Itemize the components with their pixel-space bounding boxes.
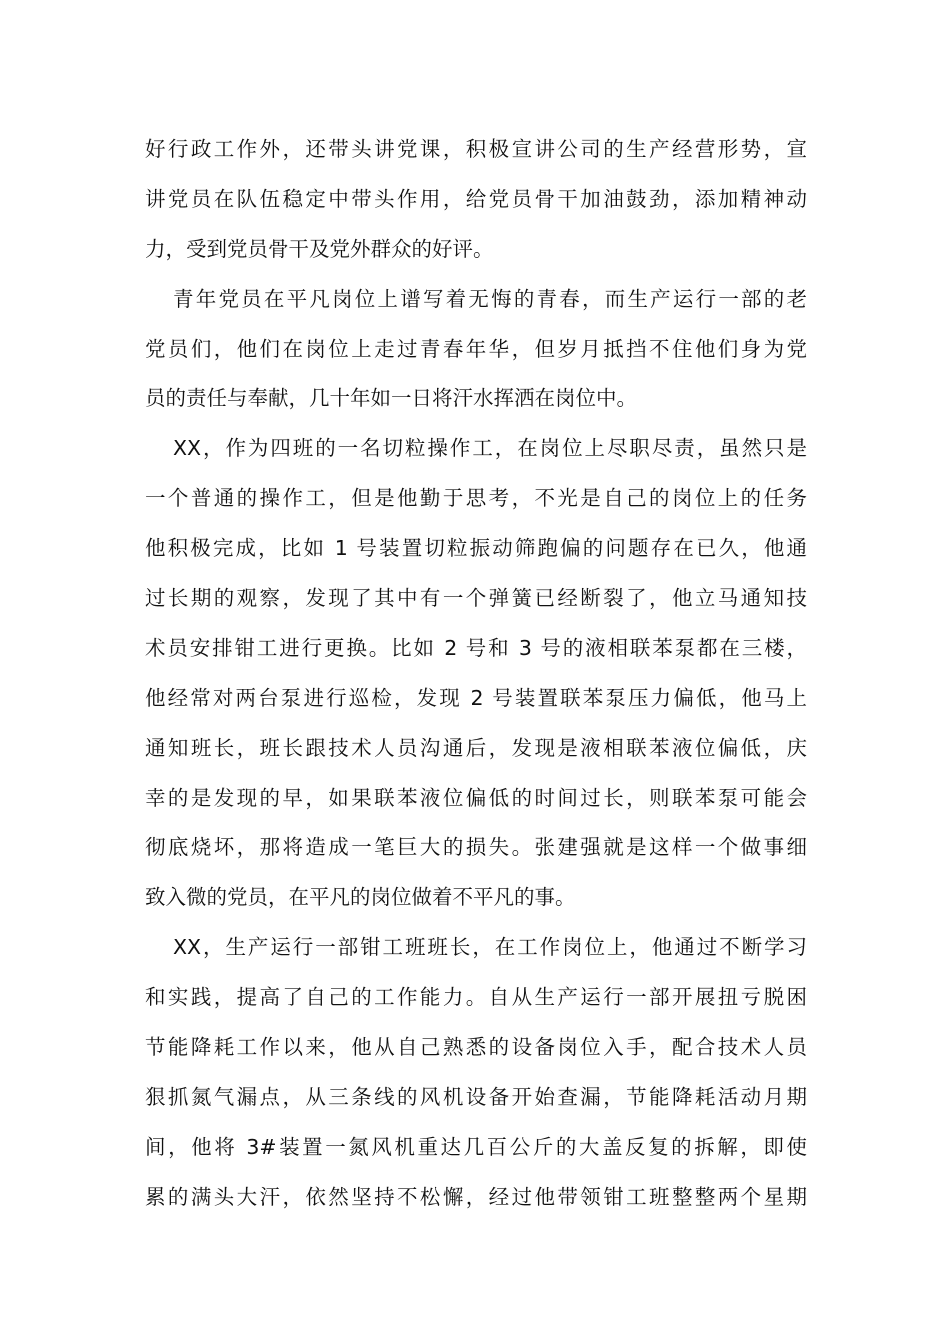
text-line: 过长期的观察，发现了其中有一个弹簧已经断裂了，他立马通知技 (145, 586, 807, 611)
text-line: 狠抓氮气漏点，从三条线的风机设备开始查漏，节能降耗活动月期 (145, 1084, 807, 1109)
text-line: XX，作为四班的一名切粒操作工，在岗位上尽职尽责，虽然只是 (173, 436, 807, 461)
document-body (145, 125, 807, 1223)
text-line: 幸的是发现的早，如果联苯液位偏低的时间过长，则联苯泵可能会 (145, 785, 807, 810)
paragraph-1 (145, 125, 807, 275)
text-line: 党员们，他们在岗位上走过青春年华，但岁月抵挡不住他们身为党 (145, 336, 807, 361)
text-line: 他经常对两台泵进行巡检，发现 2 号装置联苯泵压力偏低，他马上 (145, 685, 807, 710)
text-line: 彻底烧坏，那将造成一笔巨大的损失。张建强就是这样一个做事细 (145, 835, 807, 860)
text-line: 节能降耗工作以来，他从自己熟悉的设备岗位入手，配合技术人员 (145, 1035, 807, 1060)
text-line: 致入微的党员，在平凡的岗位做着不平凡的事。 (145, 885, 576, 910)
paragraph-4 (145, 923, 807, 1222)
text-line: 和实践，提高了自己的工作能力。自从生产运行一部开展扭亏脱困 (145, 985, 807, 1010)
text-line: 通知班长，班长跟技术人员沟通后，发现是液相联苯液位偏低，庆 (145, 735, 807, 760)
text-line: 好行政工作外，还带头讲党课，积极宣讲公司的生产经营形势，宣 (145, 137, 807, 161)
text-line: 术员安排钳工进行更换。比如 2 号和 3 号的液相联苯泵都在三楼， (145, 635, 807, 660)
text-line: XX，生产运行一部钳工班班长，在工作岗位上，他通过不断学习 (173, 935, 807, 960)
paragraph-3 (145, 424, 807, 923)
text-line: 力，受到党员骨干及党外群众的好评。 (145, 236, 494, 261)
text-line: 讲党员在队伍稳定中带头作用，给党员骨干加油鼓劲，添加精神动 (145, 186, 807, 211)
text-line: 他积极完成，比如 1 号装置切粒振动筛跑偏的问题存在已久，他通 (145, 536, 807, 561)
text-line: 青年党员在平凡岗位上谱写着无悔的青春，而生产运行一部的老 (173, 286, 807, 311)
text-line: 一个普通的操作工，但是他勤于思考，不光是自己的岗位上的任务 (145, 486, 807, 511)
text-line: 员的责任与奉献，几十年如一日将汗水挥洒在岗位中。 (145, 386, 637, 411)
text-line: 间，他将 3#装置一氮风机重达几百公斤的大盖反复的拆解，即使 (145, 1134, 807, 1159)
paragraph-2 (145, 275, 807, 425)
text-line: 累的满头大汗，依然坚持不松懈，经过他带领钳工班整整两个星期 (145, 1184, 807, 1209)
